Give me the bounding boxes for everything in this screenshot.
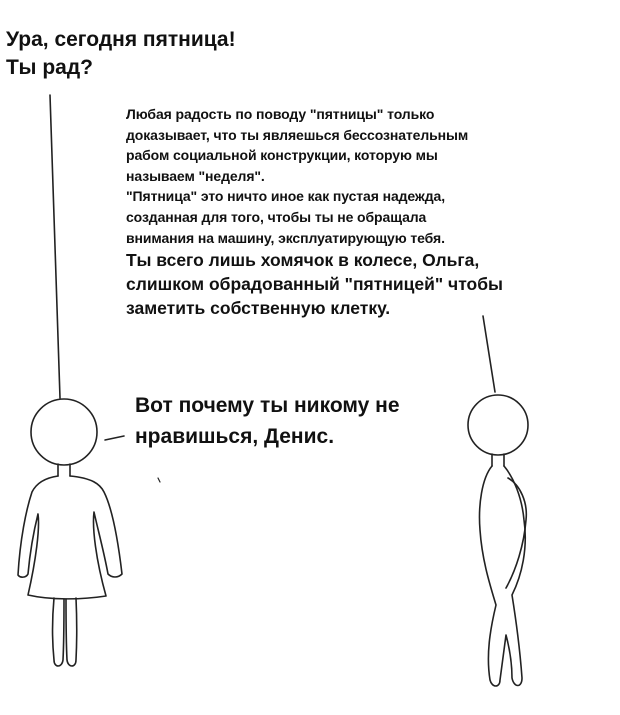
speech-line: Вот почему ты никому не xyxy=(135,394,400,417)
speech-line: слишком обрадованный "пятницей" чтобы xyxy=(126,274,504,295)
girl-right-leg xyxy=(66,598,77,666)
speech-line: доказывает, что ты являешься бессознательным xyxy=(126,126,469,143)
stray-mark xyxy=(158,478,160,482)
girl-head xyxy=(31,399,97,465)
speech-line: заметить собственную клетку. xyxy=(126,298,391,319)
speech-line: нравишься, Денис. xyxy=(135,425,335,448)
speech-line: внимания на машину, эксплуатирующую тебя. xyxy=(126,229,445,246)
guy-body xyxy=(480,466,526,686)
speech-line: Ты всего лишь хомячок в колесе, Ольга, xyxy=(126,250,480,271)
guy-head xyxy=(468,395,528,455)
speech-line: Ура, сегодня пятница! xyxy=(6,28,236,51)
speech-line: созданная для того, чтобы ты не обращала xyxy=(126,208,427,225)
guy-figure xyxy=(468,395,528,686)
girl-left-leg xyxy=(53,598,65,666)
speech-line: "Пятница" это ничто иное как пустая надежда, xyxy=(126,188,446,205)
girl-dress xyxy=(18,476,122,599)
pointer-line-reply xyxy=(105,436,124,440)
speech-line: Любая радость по поводу "пятницы" только xyxy=(126,106,435,122)
guy-arm xyxy=(506,478,526,588)
pointer-line-girl xyxy=(50,95,60,398)
pointer-line-guy xyxy=(483,316,495,392)
speech-line: Ты рад? xyxy=(6,56,93,79)
speech-line: называем "неделя". xyxy=(126,167,265,184)
speech-line: рабом социальной конструкции, которую мы xyxy=(126,147,438,164)
